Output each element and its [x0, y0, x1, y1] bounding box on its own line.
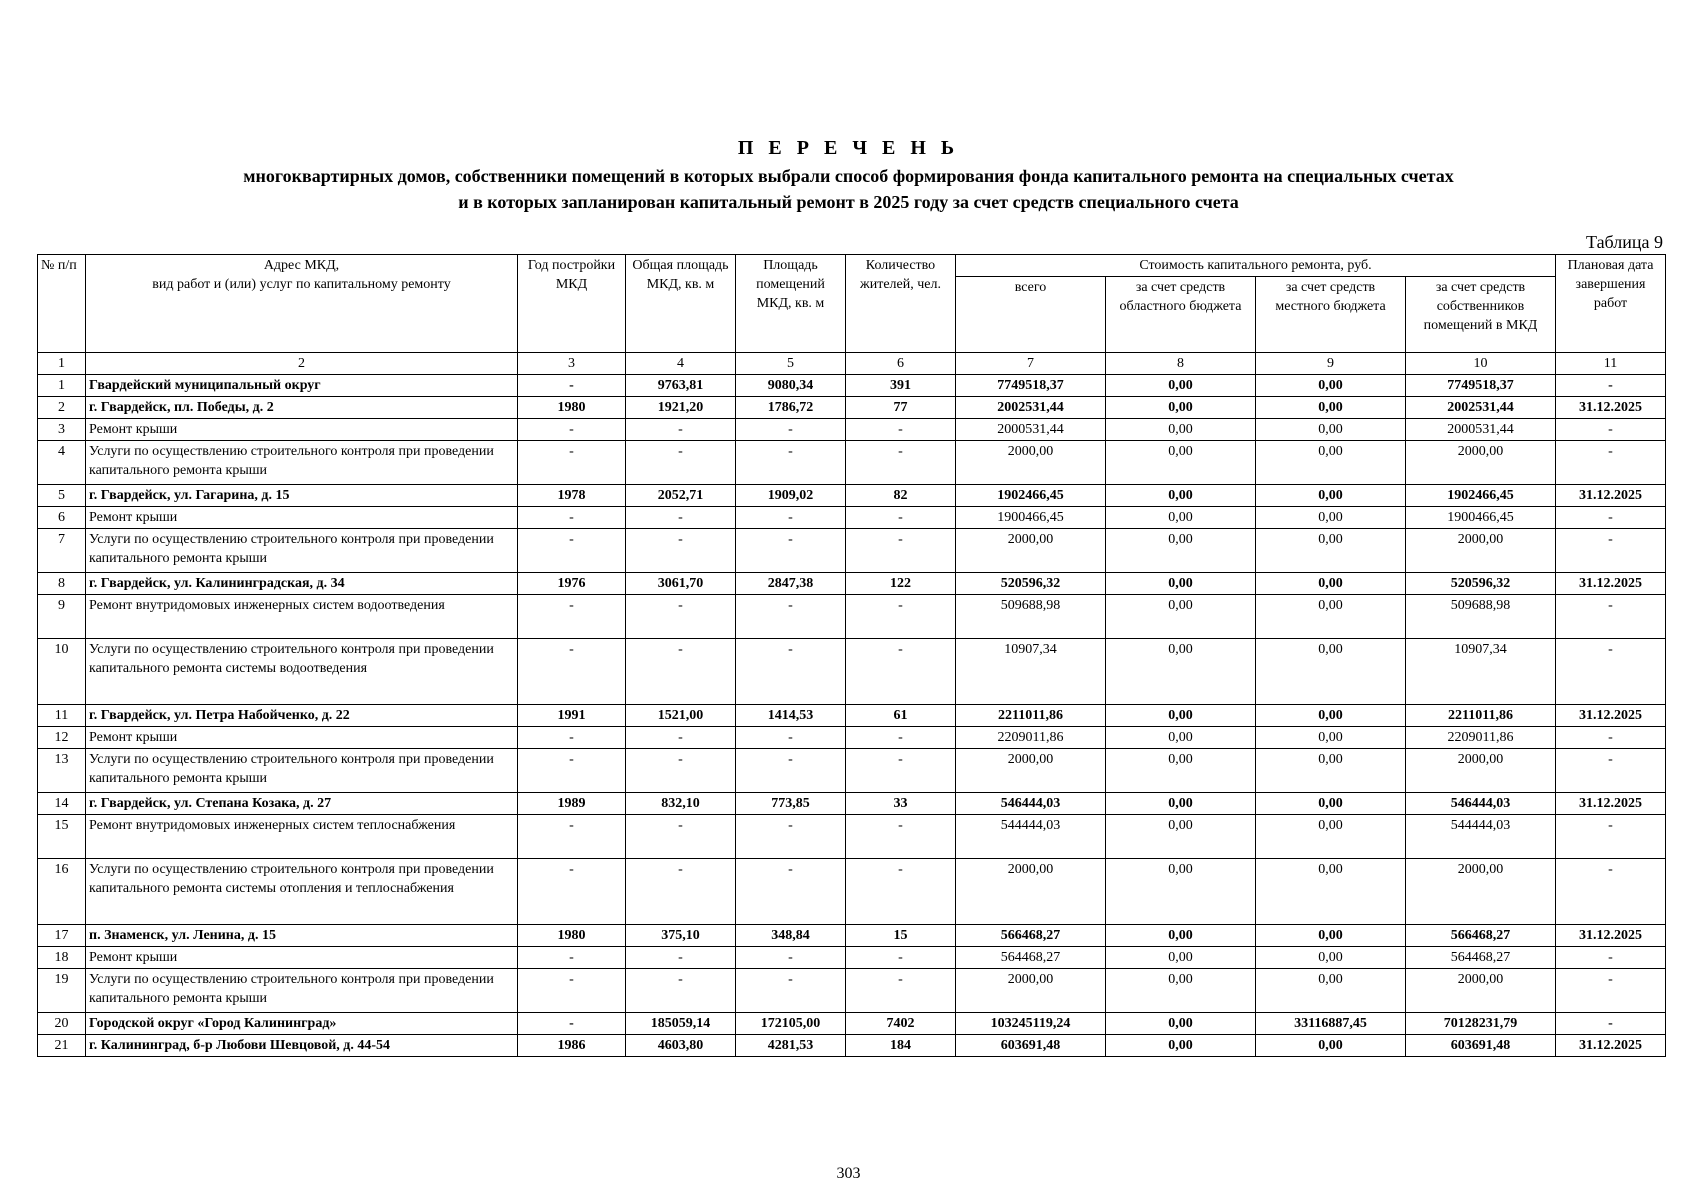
row-rooms-area: -	[736, 727, 846, 749]
row-cost-regional: 0,00	[1106, 441, 1256, 485]
header-cost-local: за счет средств местного бюджета	[1256, 277, 1406, 353]
row-year: -	[518, 441, 626, 485]
row-cost-local: 0,00	[1256, 925, 1406, 947]
row-cost-total: 2000531,44	[956, 419, 1106, 441]
row-cost-owners: 70128231,79	[1406, 1013, 1556, 1035]
row-cost-local: 33116887,45	[1256, 1013, 1406, 1035]
row-total-area: -	[626, 815, 736, 859]
row-residents: -	[846, 529, 956, 573]
row-rooms-area: 1909,02	[736, 485, 846, 507]
row-plan-date: 31.12.2025	[1556, 573, 1666, 595]
row-number: 9	[38, 595, 86, 639]
header-no: № п/п	[38, 255, 86, 353]
header-total-area: Общая площадь МКД, кв. м	[626, 255, 736, 353]
row-residents: -	[846, 859, 956, 925]
row-address: г. Гвардейск, пл. Победы, д. 2	[86, 397, 518, 419]
table-row	[38, 969, 1666, 1013]
row-plan-date: 31.12.2025	[1556, 1035, 1666, 1057]
row-total-area: -	[626, 947, 736, 969]
row-rooms-area: -	[736, 507, 846, 529]
row-plan-date: -	[1556, 969, 1666, 1013]
row-cost-total: 509688,98	[956, 595, 1106, 639]
row-year: -	[518, 727, 626, 749]
table-row	[38, 815, 1666, 859]
row-plan-date: 31.12.2025	[1556, 397, 1666, 419]
row-plan-date: -	[1556, 441, 1666, 485]
row-rooms-area: -	[736, 419, 846, 441]
row-plan-date: -	[1556, 727, 1666, 749]
row-number: 12	[38, 727, 86, 749]
row-cost-regional: 0,00	[1106, 1013, 1256, 1035]
row-number: 17	[38, 925, 86, 947]
row-residents: -	[846, 947, 956, 969]
row-cost-local: 0,00	[1256, 749, 1406, 793]
row-year: -	[518, 749, 626, 793]
row-total-area: -	[626, 595, 736, 639]
row-cost-total: 520596,32	[956, 573, 1106, 595]
table-row	[38, 727, 1666, 749]
row-cost-regional: 0,00	[1106, 815, 1256, 859]
row-number: 4	[38, 441, 86, 485]
table-row	[38, 947, 1666, 969]
document-subtitle-line1: многоквартирных домов, собственники помещений в которых выбрали способ формирования фонда капитального ремонта на специальных счетах	[243, 166, 1454, 186]
column-number: 7	[956, 353, 1106, 375]
row-address: Услуги по осуществлению строительного контроля при проведении капитального ремонта крыши	[86, 441, 518, 485]
row-residents: -	[846, 595, 956, 639]
row-number: 2	[38, 397, 86, 419]
table-label: Таблица 9	[1586, 232, 1663, 252]
row-total-area: -	[626, 859, 736, 925]
row-number: 1	[38, 375, 86, 397]
row-year: -	[518, 507, 626, 529]
row-total-area: 832,10	[626, 793, 736, 815]
column-number: 4	[626, 353, 736, 375]
row-cost-owners: 1900466,45	[1406, 507, 1556, 529]
row-cost-owners: 509688,98	[1406, 595, 1556, 639]
row-address: Ремонт внутридомовых инженерных систем теплоснабжения	[86, 815, 518, 859]
row-address: Услуги по осуществлению строительного контроля при проведении капитального ремонта системы отопления и теплоснабжения	[86, 859, 518, 925]
row-cost-local: 0,00	[1256, 507, 1406, 529]
row-total-area: -	[626, 969, 736, 1013]
row-cost-owners: 10907,34	[1406, 639, 1556, 705]
row-residents: 184	[846, 1035, 956, 1057]
row-rooms-area: -	[736, 749, 846, 793]
table-body	[38, 375, 1666, 1057]
row-cost-local: 0,00	[1256, 859, 1406, 925]
row-cost-total: 1902466,45	[956, 485, 1106, 507]
row-number: 8	[38, 573, 86, 595]
table-row	[38, 925, 1666, 947]
document-title: П Е Р Е Ч Е Н Ь	[737, 137, 960, 159]
row-cost-local: 0,00	[1256, 705, 1406, 727]
header-cost-owners: за счет средств собственников помещений в МКД	[1406, 277, 1556, 353]
row-total-area: -	[626, 441, 736, 485]
row-rooms-area: -	[736, 639, 846, 705]
row-residents: -	[846, 815, 956, 859]
row-year: -	[518, 859, 626, 925]
row-address: г. Гвардейск, ул. Гагарина, д. 15	[86, 485, 518, 507]
row-rooms-area: 1414,53	[736, 705, 846, 727]
row-rooms-area: -	[736, 815, 846, 859]
row-cost-local: 0,00	[1256, 727, 1406, 749]
row-total-area: 4603,80	[626, 1035, 736, 1057]
row-cost-local: 0,00	[1256, 969, 1406, 1013]
row-cost-regional: 0,00	[1106, 749, 1256, 793]
row-cost-total: 546444,03	[956, 793, 1106, 815]
header-residents: Количество жителей, чел.	[846, 255, 956, 353]
row-rooms-area: -	[736, 859, 846, 925]
row-cost-regional: 0,00	[1106, 727, 1256, 749]
row-rooms-area: -	[736, 947, 846, 969]
column-number: 1	[38, 353, 86, 375]
row-rooms-area: -	[736, 595, 846, 639]
row-cost-regional: 0,00	[1106, 859, 1256, 925]
table-row	[38, 1035, 1666, 1057]
row-cost-regional: 0,00	[1106, 529, 1256, 573]
table-row	[38, 1013, 1666, 1035]
row-total-area: -	[626, 749, 736, 793]
row-total-area: -	[626, 639, 736, 705]
row-number: 13	[38, 749, 86, 793]
table-row	[38, 507, 1666, 529]
row-address: Услуги по осуществлению строительного контроля при проведении капитального ремонта системы водоотведения	[86, 639, 518, 705]
row-cost-total: 7749518,37	[956, 375, 1106, 397]
row-address: г. Калининград, б-р Любови Шевцовой, д. 44-54	[86, 1035, 518, 1057]
row-residents: -	[846, 749, 956, 793]
row-plan-date: -	[1556, 529, 1666, 573]
row-address: Услуги по осуществлению строительного контроля при проведении капитального ремонта крыши	[86, 749, 518, 793]
row-total-area: 375,10	[626, 925, 736, 947]
row-year: 1991	[518, 705, 626, 727]
row-cost-owners: 2000,00	[1406, 529, 1556, 573]
row-number: 16	[38, 859, 86, 925]
column-number: 11	[1556, 353, 1666, 375]
row-cost-local: 0,00	[1256, 375, 1406, 397]
column-number: 2	[86, 353, 518, 375]
row-cost-local: 0,00	[1256, 595, 1406, 639]
header-year: Год постройки МКД	[518, 255, 626, 353]
row-plan-date: 31.12.2025	[1556, 793, 1666, 815]
table-row	[38, 441, 1666, 485]
row-cost-local: 0,00	[1256, 529, 1406, 573]
row-cost-regional: 0,00	[1106, 639, 1256, 705]
row-residents: -	[846, 727, 956, 749]
row-number: 19	[38, 969, 86, 1013]
row-cost-local: 0,00	[1256, 441, 1406, 485]
row-cost-total: 2002531,44	[956, 397, 1106, 419]
column-number-row	[38, 353, 1666, 375]
row-cost-regional: 0,00	[1106, 595, 1256, 639]
row-total-area: 9763,81	[626, 375, 736, 397]
row-total-area: 2052,71	[626, 485, 736, 507]
row-residents: 82	[846, 485, 956, 507]
row-residents: -	[846, 441, 956, 485]
row-address: Гвардейский муниципальный округ	[86, 375, 518, 397]
row-cost-owners: 2000,00	[1406, 859, 1556, 925]
row-cost-local: 0,00	[1256, 573, 1406, 595]
row-cost-owners: 2000,00	[1406, 749, 1556, 793]
row-cost-local: 0,00	[1256, 1035, 1406, 1057]
row-cost-total: 603691,48	[956, 1035, 1106, 1057]
row-cost-regional: 0,00	[1106, 793, 1256, 815]
header-address	[86, 255, 518, 353]
page-number: 303	[836, 1165, 861, 1182]
row-cost-local: 0,00	[1256, 815, 1406, 859]
row-cost-owners: 1902466,45	[1406, 485, 1556, 507]
row-year: 1976	[518, 573, 626, 595]
row-cost-total: 2000,00	[956, 749, 1106, 793]
row-cost-local: 0,00	[1256, 397, 1406, 419]
row-residents: -	[846, 969, 956, 1013]
row-year: 1986	[518, 1035, 626, 1057]
header-address-text: Адрес МКД, вид работ и (или) услуг по капитальному ремонту	[152, 258, 451, 292]
row-year: -	[518, 815, 626, 859]
row-total-area: 1921,20	[626, 397, 736, 419]
row-residents: -	[846, 507, 956, 529]
row-cost-regional: 0,00	[1106, 397, 1256, 419]
row-cost-local: 0,00	[1256, 639, 1406, 705]
row-total-area: -	[626, 727, 736, 749]
row-plan-date: -	[1556, 375, 1666, 397]
row-cost-total: 2000,00	[956, 859, 1106, 925]
row-cost-total: 2209011,86	[956, 727, 1106, 749]
row-address: г. Гвардейск, ул. Калининградская, д. 34	[86, 573, 518, 595]
row-cost-owners: 2211011,86	[1406, 705, 1556, 727]
row-plan-date: -	[1556, 815, 1666, 859]
row-year: -	[518, 639, 626, 705]
row-year: -	[518, 1013, 626, 1035]
row-total-area: -	[626, 529, 736, 573]
row-year: 1980	[518, 925, 626, 947]
row-rooms-area: 1786,72	[736, 397, 846, 419]
row-cost-total: 2000,00	[956, 441, 1106, 485]
row-address: Услуги по осуществлению строительного контроля при проведении капитального ремонта крыши	[86, 529, 518, 573]
row-address: Ремонт крыши	[86, 727, 518, 749]
row-year: -	[518, 947, 626, 969]
row-cost-total: 2000,00	[956, 969, 1106, 1013]
row-plan-date: -	[1556, 507, 1666, 529]
row-total-area: 1521,00	[626, 705, 736, 727]
row-address: г. Гвардейск, ул. Степана Козака, д. 27	[86, 793, 518, 815]
row-plan-date: 31.12.2025	[1556, 925, 1666, 947]
row-plan-date: -	[1556, 419, 1666, 441]
row-plan-date: -	[1556, 947, 1666, 969]
row-address: Ремонт крыши	[86, 947, 518, 969]
row-cost-owners: 520596,32	[1406, 573, 1556, 595]
row-residents: 122	[846, 573, 956, 595]
row-number: 21	[38, 1035, 86, 1057]
row-cost-owners: 603691,48	[1406, 1035, 1556, 1057]
row-residents: 15	[846, 925, 956, 947]
row-address: Ремонт крыши	[86, 507, 518, 529]
capital-repair-table	[37, 254, 1666, 1057]
row-address: п. Знаменск, ул. Ленина, д. 15	[86, 925, 518, 947]
row-cost-regional: 0,00	[1106, 947, 1256, 969]
row-year: -	[518, 419, 626, 441]
row-plan-date: 31.12.2025	[1556, 705, 1666, 727]
document-subtitle-line2: и в которых запланирован капитальный ремонт в 2025 году за счет средств специального счета	[458, 192, 1239, 212]
header-cost-group: Стоимость капитального ремонта, руб.	[956, 255, 1556, 277]
row-year: -	[518, 969, 626, 1013]
row-cost-total: 10907,34	[956, 639, 1106, 705]
column-number: 10	[1406, 353, 1556, 375]
row-cost-regional: 0,00	[1106, 507, 1256, 529]
row-rooms-area: -	[736, 969, 846, 1013]
row-number: 5	[38, 485, 86, 507]
row-year: -	[518, 529, 626, 573]
row-year: 1989	[518, 793, 626, 815]
table-row	[38, 375, 1666, 397]
table-row	[38, 485, 1666, 507]
row-cost-total: 564468,27	[956, 947, 1106, 969]
row-cost-owners: 2000531,44	[1406, 419, 1556, 441]
row-cost-owners: 7749518,37	[1406, 375, 1556, 397]
row-number: 15	[38, 815, 86, 859]
row-rooms-area: 773,85	[736, 793, 846, 815]
row-cost-regional: 0,00	[1106, 969, 1256, 1013]
row-number: 20	[38, 1013, 86, 1035]
row-rooms-area: 348,84	[736, 925, 846, 947]
row-number: 3	[38, 419, 86, 441]
header-rooms-area: Площадь помещений МКД, кв. м	[736, 255, 846, 353]
row-cost-regional: 0,00	[1106, 419, 1256, 441]
row-rooms-area: -	[736, 441, 846, 485]
row-plan-date: -	[1556, 639, 1666, 705]
row-year: -	[518, 595, 626, 639]
row-cost-owners: 2002531,44	[1406, 397, 1556, 419]
table-row	[38, 595, 1666, 639]
row-cost-regional: 0,00	[1106, 925, 1256, 947]
row-rooms-area: 9080,34	[736, 375, 846, 397]
row-plan-date: 31.12.2025	[1556, 485, 1666, 507]
row-cost-owners: 544444,03	[1406, 815, 1556, 859]
row-total-area: 3061,70	[626, 573, 736, 595]
table-row	[38, 573, 1666, 595]
table-row	[38, 749, 1666, 793]
row-cost-regional: 0,00	[1106, 1035, 1256, 1057]
column-number: 8	[1106, 353, 1256, 375]
row-cost-owners: 566468,27	[1406, 925, 1556, 947]
row-cost-total: 1900466,45	[956, 507, 1106, 529]
row-total-area: -	[626, 419, 736, 441]
row-residents: 391	[846, 375, 956, 397]
row-rooms-area: -	[736, 529, 846, 573]
row-cost-regional: 0,00	[1106, 573, 1256, 595]
column-number: 9	[1256, 353, 1406, 375]
table-row	[38, 529, 1666, 573]
row-residents: -	[846, 639, 956, 705]
column-number: 3	[518, 353, 626, 375]
row-rooms-area: 4281,53	[736, 1035, 846, 1057]
table-row	[38, 397, 1666, 419]
table-row	[38, 705, 1666, 727]
column-number: 5	[736, 353, 846, 375]
row-number: 14	[38, 793, 86, 815]
row-number: 10	[38, 639, 86, 705]
row-cost-owners: 564468,27	[1406, 947, 1556, 969]
row-cost-owners: 2209011,86	[1406, 727, 1556, 749]
row-residents: 61	[846, 705, 956, 727]
row-number: 11	[38, 705, 86, 727]
row-plan-date: -	[1556, 749, 1666, 793]
row-address: Ремонт крыши	[86, 419, 518, 441]
header-cost-total: всего	[956, 277, 1106, 353]
row-cost-local: 0,00	[1256, 419, 1406, 441]
row-number: 7	[38, 529, 86, 573]
row-cost-regional: 0,00	[1106, 705, 1256, 727]
row-residents: 77	[846, 397, 956, 419]
row-total-area: -	[626, 507, 736, 529]
header-cost-regional: за счет средств областного бюджета	[1106, 277, 1256, 353]
row-cost-local: 0,00	[1256, 793, 1406, 815]
row-cost-total: 566468,27	[956, 925, 1106, 947]
table-row	[38, 793, 1666, 815]
row-cost-owners: 546444,03	[1406, 793, 1556, 815]
row-plan-date: -	[1556, 859, 1666, 925]
row-cost-owners: 2000,00	[1406, 441, 1556, 485]
header-plan-date: Плановая дата завершения работ	[1556, 255, 1666, 353]
table-row	[38, 419, 1666, 441]
column-number: 6	[846, 353, 956, 375]
row-total-area: 185059,14	[626, 1013, 736, 1035]
row-cost-total: 2211011,86	[956, 705, 1106, 727]
row-year: 1978	[518, 485, 626, 507]
row-year: 1980	[518, 397, 626, 419]
row-cost-total: 103245119,24	[956, 1013, 1106, 1035]
row-cost-total: 544444,03	[956, 815, 1106, 859]
row-cost-owners: 2000,00	[1406, 969, 1556, 1013]
row-rooms-area: 172105,00	[736, 1013, 846, 1035]
row-year: -	[518, 375, 626, 397]
row-number: 18	[38, 947, 86, 969]
row-address: Услуги по осуществлению строительного контроля при проведении капитального ремонта крыши	[86, 969, 518, 1013]
row-residents: -	[846, 419, 956, 441]
table-row	[38, 639, 1666, 705]
row-cost-local: 0,00	[1256, 947, 1406, 969]
row-cost-local: 0,00	[1256, 485, 1406, 507]
row-cost-regional: 0,00	[1106, 375, 1256, 397]
row-residents: 7402	[846, 1013, 956, 1035]
row-rooms-area: 2847,38	[736, 573, 846, 595]
row-cost-total: 2000,00	[956, 529, 1106, 573]
row-address: Ремонт внутридомовых инженерных систем водоотведения	[86, 595, 518, 639]
row-plan-date: -	[1556, 595, 1666, 639]
row-cost-regional: 0,00	[1106, 485, 1256, 507]
table-row	[38, 859, 1666, 925]
row-number: 6	[38, 507, 86, 529]
row-residents: 33	[846, 793, 956, 815]
row-plan-date: -	[1556, 1013, 1666, 1035]
row-address: Городской округ «Город Калининград»	[86, 1013, 518, 1035]
row-address: г. Гвардейск, ул. Петра Набойченко, д. 22	[86, 705, 518, 727]
